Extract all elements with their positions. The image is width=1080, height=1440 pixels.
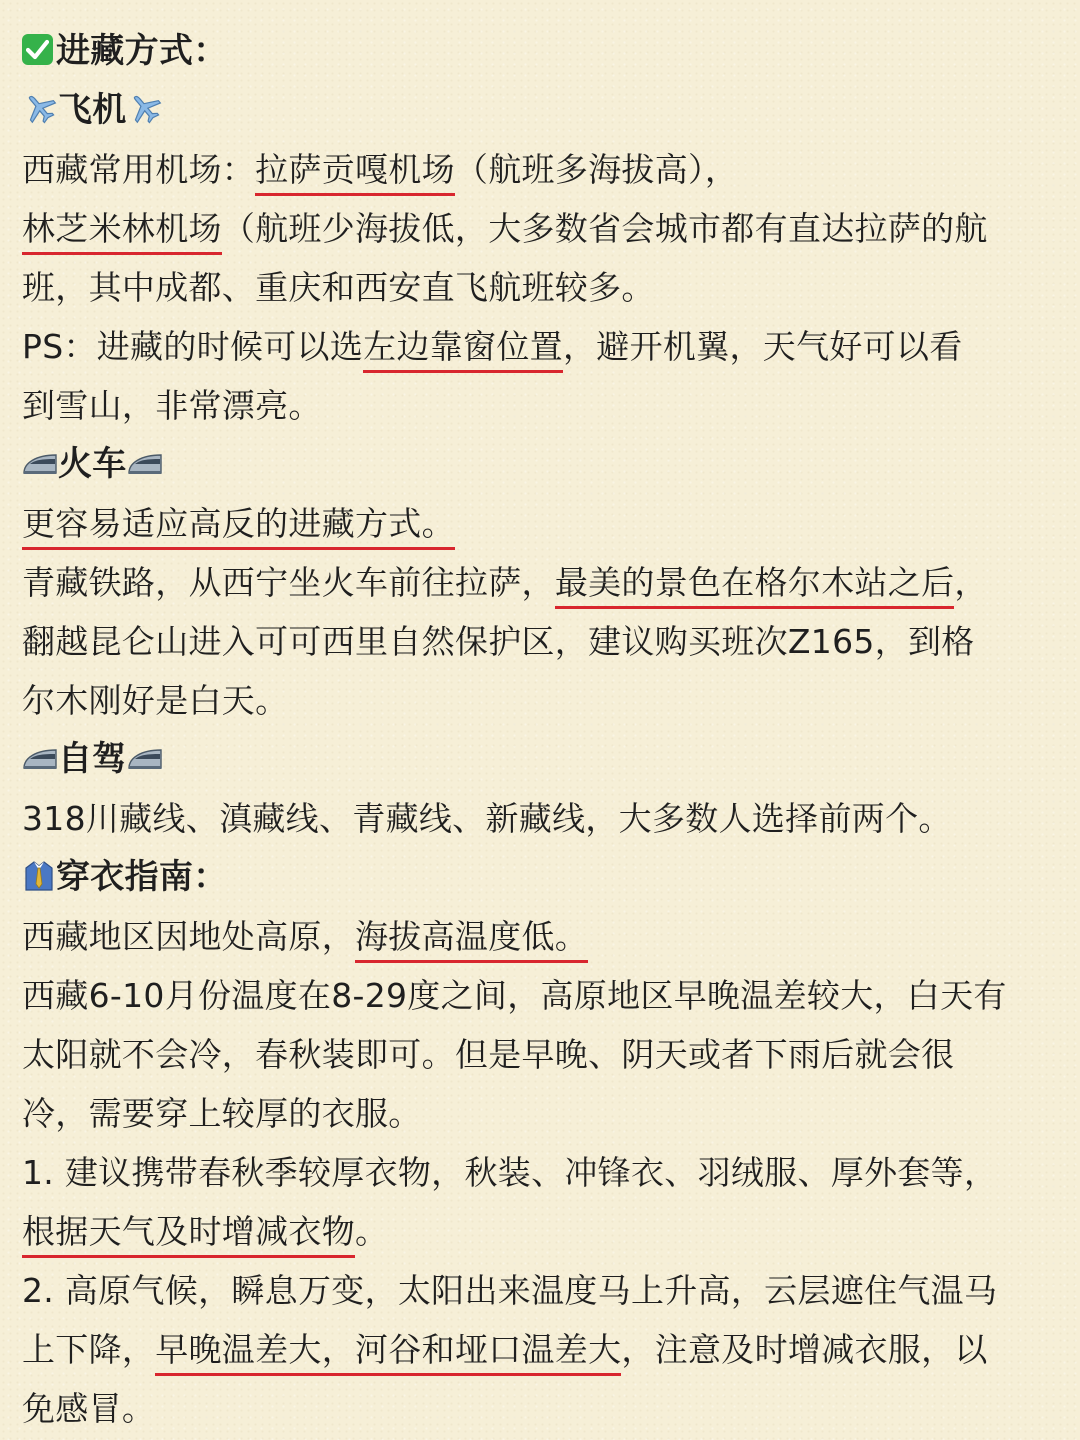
section-heading-clothing [22,848,1062,907]
text-line: 根据天气及时增减衣物。 [22,1202,1062,1261]
text-line: 西藏地区因地处高原，海拔高温度低。 [22,907,1062,966]
text-line: 翻越昆仑山进入可可西里自然保护区，建议购买班次Z165，到格 [22,622,975,661]
text-line: 免感冒。 [22,1389,156,1428]
travel-note [22,22,1062,1438]
text-line: 1. 建议携带春秋季较厚衣物，秋装、冲锋衣、羽绒服、厚外套等， [22,1153,998,1192]
shirt-tie-icon [22,852,56,911]
subheading-label: 自驾 [58,739,127,779]
text-line: 冷，需要穿上较厚的衣服。 [22,1094,422,1133]
highlight-underline: 林芝米林机场 [22,209,222,255]
airplane-icon [22,85,58,144]
text-line: 尔木刚好是白天。 [22,681,289,720]
text-line: 上下降，早晚温差大，河谷和垭口温差大，注意及时增减衣服，以 [22,1320,1062,1379]
section-title: 进藏方式： [56,31,228,71]
text-line [22,494,1062,553]
text-line: PS：进藏的时候可以选左边靠窗位置，避开机翼，天气好可以看 [22,317,1062,376]
airplane-icon [127,85,163,144]
highlight-underline: 拉萨贡嘎机场 [255,150,455,196]
text-line: 318川藏线、滇藏线、青藏线、新藏线，大多数人选择前两个。 [22,799,952,838]
subheading-drive [22,730,1062,789]
highlight-underline: 最美的景色在格尔木站之后 [555,563,955,609]
text-line: 班，其中成都、重庆和西安直飞航班较多。 [22,268,655,307]
highlight-underline: 左边靠窗位置 [363,327,563,373]
bullet-train-icon [22,734,58,793]
text-line: 太阳就不会冷，春秋装即可。但是早晚、阴天或者下雨后就会很 [22,1035,955,1074]
subheading-plane [22,81,1062,140]
highlight-underline: 根据天气及时增减衣物 [22,1212,355,1258]
highlight-underline: 海拔高温度低。 [355,917,588,963]
text-line: 青藏铁路，从西宁坐火车前往拉萨，最美的景色在格尔木站之后， [22,553,1062,612]
bullet-train-icon [22,439,58,498]
subheading-label: 飞机 [58,90,127,130]
subheading-train [22,435,1062,494]
section-heading-entry [22,22,1062,81]
highlight-underline: 早晚温差大，河谷和垭口温差大 [155,1330,621,1376]
text-line: 西藏常用机场：拉萨贡嘎机场（航班多海拔高）， [22,140,1062,199]
check-mark-icon [22,34,53,65]
text-line: 林芝米林机场（航班少海拔低，大多数省会城市都有直达拉萨的航 [22,199,1062,258]
text-line: 西藏6-10月份温度在8-29度之间，高原地区早晚温差较大，白天有 [22,976,1007,1015]
section-title: 穿衣指南： [56,857,228,897]
highlight-underline: 更容易适应高反的进藏方式。 [22,504,455,550]
text-line: 到雪山，非常漂亮。 [22,386,322,425]
text-line: 2. 高原气候，瞬息万变，太阳出来温度马上升高，云层遮住气温马 [22,1271,998,1310]
bullet-train-icon [127,734,163,793]
bullet-train-icon [127,439,163,498]
subheading-label: 火车 [58,444,127,484]
